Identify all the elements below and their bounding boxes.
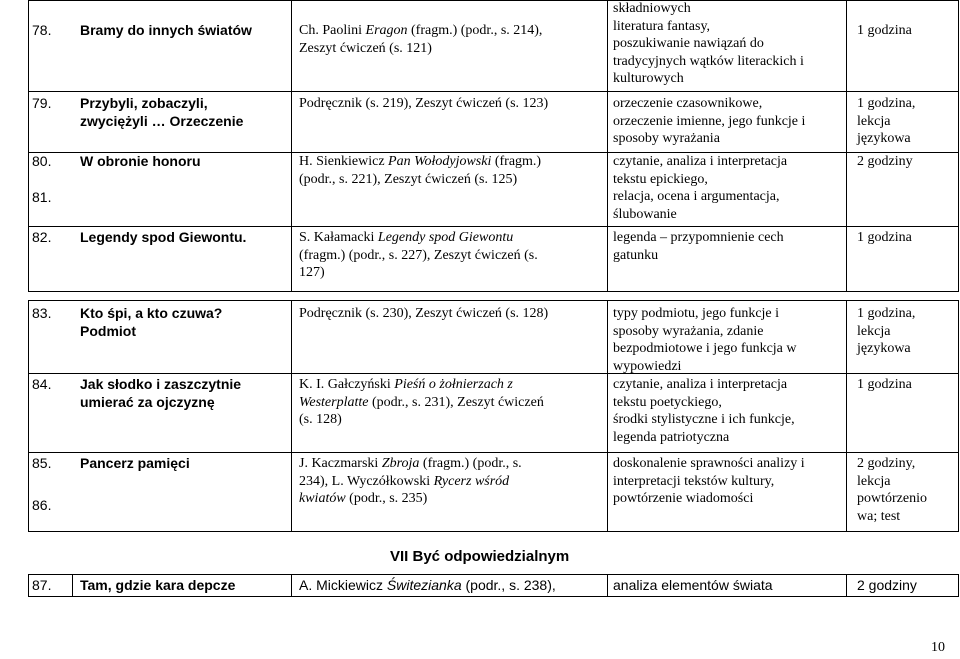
- text-run: S. Kałamacki: [299, 230, 378, 245]
- lesson-source: [299, 305, 548, 323]
- text-run: J. Kaczmarski: [299, 456, 382, 471]
- text-run: (s. 128): [299, 412, 342, 427]
- text-run: H. Sienkiewicz: [299, 154, 389, 169]
- rule: [28, 226, 959, 227]
- lesson-source: [299, 229, 538, 282]
- text-line: zwyciężyli … Orzeczenie: [80, 112, 244, 129]
- lesson-source: [299, 153, 541, 188]
- text-line: Podręcznik (s. 219), Zeszyt ćwiczeń (s. 123): [299, 96, 549, 111]
- lesson-skills: [613, 153, 787, 223]
- text-line: [299, 577, 556, 595]
- lesson-number: 82.: [32, 229, 52, 245]
- text-line: orzeczenie czasownikowe,: [613, 96, 763, 111]
- section-heading: VII Być odpowiedzialnym: [390, 548, 570, 565]
- lesson-hours: [857, 22, 912, 40]
- text-run: (fragm.): [491, 154, 542, 169]
- lesson-hours: [857, 577, 917, 595]
- text-run: (fragm.) (podr., s. 227), Zeszyt ćwiczeń (s.: [299, 247, 538, 263]
- lesson-source: [299, 22, 542, 57]
- text-line: orzeczenie imienne, jego funkcje i: [613, 113, 806, 129]
- rule: [28, 0, 959, 1]
- text-line: [299, 490, 522, 508]
- text-run: (podr., s. 221), Zeszyt ćwiczeń (s. 125): [299, 171, 518, 187]
- text-line: [299, 22, 542, 40]
- text-line: lekcja: [857, 113, 891, 129]
- text-line: sposoby wyrażania: [613, 131, 720, 146]
- text-line: tekstu poetyckiego,: [613, 394, 722, 410]
- rule: [28, 291, 959, 292]
- text-line: [299, 473, 522, 491]
- text-line: doskonalenie sprawności analizy i: [613, 456, 805, 471]
- rule: [28, 373, 959, 374]
- lesson-skills: [613, 305, 797, 375]
- italic-title: Świtezianka: [386, 577, 462, 593]
- rule: [28, 0, 29, 292]
- text-line: tradycyjnych wątków literackich i: [613, 53, 804, 69]
- text-line: czytanie, analiza i interpretacja: [613, 377, 788, 392]
- lesson-number: 86.: [32, 497, 52, 513]
- lesson-hours: [857, 95, 915, 148]
- lesson-title: [80, 376, 241, 411]
- lesson-hours: [857, 376, 912, 394]
- text-line: składniowych: [613, 1, 691, 16]
- text-line: Kto śpi, a kto czuwa?: [80, 305, 223, 321]
- italic-title: kwiatów: [299, 491, 346, 506]
- text-line: 1 godzina,: [857, 96, 916, 111]
- text-line: tekstu epickiego,: [613, 171, 708, 187]
- text-line: [299, 171, 541, 189]
- text-line: środki stylistyczne i ich funkcje,: [613, 412, 795, 427]
- lesson-number: 83.: [32, 305, 52, 321]
- text-line: wypowiedzi: [613, 358, 682, 374]
- lesson-title: Legendy spod Giewontu.: [80, 229, 247, 245]
- text-line: [299, 153, 541, 171]
- text-line: 2 godziny: [857, 154, 913, 169]
- italic-title: Pieśń o żołnierzach z: [394, 377, 513, 392]
- text-line: bezpodmiotowe i jego funkcja w: [613, 341, 797, 356]
- rule: [607, 300, 608, 532]
- text-line: powtórzenie wiadomości: [613, 491, 754, 506]
- rule: [607, 0, 608, 292]
- lesson-title: [80, 95, 243, 130]
- rule: [28, 574, 29, 597]
- text-line: [299, 455, 522, 473]
- lesson-skills: [613, 95, 805, 148]
- text-run: 234), L. Wyczółkowski: [299, 473, 434, 489]
- text-line: [299, 247, 538, 265]
- text-line: powtórzenio: [857, 491, 927, 506]
- text-line: lekcja: [857, 323, 891, 339]
- text-run: A. Mickiewicz: [299, 577, 387, 593]
- text-line: ślubowanie: [613, 206, 677, 222]
- rule: [846, 300, 847, 532]
- text-line: Podręcznik (s. 230), Zeszyt ćwiczeń (s. 128): [299, 306, 549, 321]
- text-line: 2 godziny: [857, 577, 917, 593]
- lesson-skills: [613, 455, 805, 508]
- text-line: [299, 40, 542, 58]
- lesson-title: Bramy do innych światów: [80, 22, 252, 38]
- lesson-skills: [613, 577, 773, 595]
- text-line: literatura fantasy,: [613, 18, 711, 34]
- rule: [28, 531, 959, 532]
- lesson-number: 79.: [32, 95, 52, 111]
- text-line: wa; test: [857, 508, 901, 524]
- lesson-hours: [857, 455, 927, 525]
- text-line: [299, 394, 544, 412]
- text-line: Podmiot: [80, 322, 136, 339]
- rule: [846, 574, 847, 597]
- italic-title: Zbroja: [381, 456, 420, 471]
- lesson-number: 85.: [32, 455, 52, 471]
- rule: [28, 91, 959, 92]
- text-line: relacja, ocena i argumentacja,: [613, 189, 780, 204]
- text-line: legenda patriotyczna: [613, 429, 730, 445]
- text-run: Zeszyt ćwiczeń (s. 121): [299, 40, 432, 56]
- rule: [958, 0, 959, 292]
- lesson-hours: [857, 229, 912, 247]
- rule: [291, 300, 292, 532]
- text-line: językowa: [857, 341, 911, 356]
- text-line: sposoby wyrażania, zdanie: [613, 323, 764, 339]
- text-line: 1 godzina: [857, 23, 912, 38]
- text-run: (fragm.) (podr., s.: [419, 456, 522, 471]
- lesson-number: 80.: [32, 153, 52, 169]
- lesson-number: 81.: [32, 189, 52, 205]
- rule: [28, 300, 29, 532]
- italic-title: Eragon: [365, 23, 408, 38]
- text-line: Przybyli, zobaczyli,: [80, 95, 208, 111]
- lesson-hours: [857, 305, 915, 358]
- text-run: (podr., s. 238),: [461, 577, 556, 593]
- text-line: legenda – przypomnienie cech: [613, 230, 784, 245]
- text-line: [299, 376, 544, 394]
- lesson-source: [299, 95, 548, 113]
- text-line: 1 godzina: [857, 230, 912, 245]
- text-line: 1 godzina,: [857, 306, 916, 321]
- lesson-source: [299, 455, 522, 508]
- text-line: lekcja: [857, 473, 891, 489]
- rule: [28, 452, 959, 453]
- lesson-skills: [613, 0, 804, 88]
- text-run: K. I. Gałczyński: [299, 377, 395, 392]
- text-line: analiza elementów świata: [613, 577, 773, 593]
- lesson-title: Pancerz pamięci: [80, 455, 190, 471]
- text-run: (podr., s. 231), Zeszyt ćwiczeń: [368, 394, 544, 410]
- text-run: Ch. Paolini: [299, 23, 366, 38]
- text-line: gatunku: [613, 247, 659, 263]
- text-line: typy podmiotu, jego funkcje i: [613, 306, 780, 321]
- text-line: [299, 264, 538, 282]
- text-run: (podr., s. 235): [345, 491, 428, 506]
- lesson-number: 78.: [32, 22, 52, 38]
- lesson-number: 87.: [32, 577, 52, 593]
- text-line: [299, 411, 544, 429]
- rule: [28, 596, 959, 597]
- text-line: interpretacji tekstów kultury,: [613, 473, 775, 489]
- italic-title: Pan Wołodyjowski: [388, 154, 492, 169]
- rule: [291, 574, 292, 597]
- text-line: umierać za ojczyznę: [80, 393, 215, 410]
- text-line: poszukiwanie nawiązań do: [613, 36, 764, 51]
- lesson-source: [299, 376, 544, 429]
- lesson-hours: [857, 153, 913, 171]
- text-line: czytanie, analiza i interpretacja: [613, 154, 788, 169]
- lesson-skills: [613, 376, 795, 446]
- rule: [72, 574, 73, 597]
- lesson-title: Tam, gdzie kara depcze: [80, 577, 236, 593]
- text-run: 127): [299, 265, 325, 280]
- text-line: 2 godziny,: [857, 456, 916, 471]
- text-line: [299, 229, 538, 247]
- italic-title: Legendy spod Giewontu: [377, 230, 514, 245]
- text-line: językowa: [857, 131, 911, 146]
- rule: [958, 300, 959, 532]
- rule: [291, 0, 292, 292]
- lesson-number: 84.: [32, 376, 52, 392]
- rule: [28, 300, 959, 301]
- text-line: Jak słodko i zaszczytnie: [80, 376, 242, 392]
- lesson-title: [80, 305, 222, 340]
- text-line: kulturowych: [613, 71, 684, 86]
- lesson-skills: [613, 229, 784, 264]
- rule: [607, 574, 608, 597]
- lesson-source: [299, 577, 556, 595]
- italic-title: Rycerz wśród: [433, 473, 510, 489]
- rule: [28, 574, 959, 575]
- rule: [958, 574, 959, 597]
- text-run: (fragm.) (podr., s. 214),: [407, 23, 543, 38]
- rule: [846, 0, 847, 292]
- italic-title: Westerplatte: [299, 394, 369, 410]
- text-line: 1 godzina: [857, 377, 912, 392]
- lesson-title: W obronie honoru: [80, 153, 201, 169]
- page-number: 10: [931, 640, 945, 655]
